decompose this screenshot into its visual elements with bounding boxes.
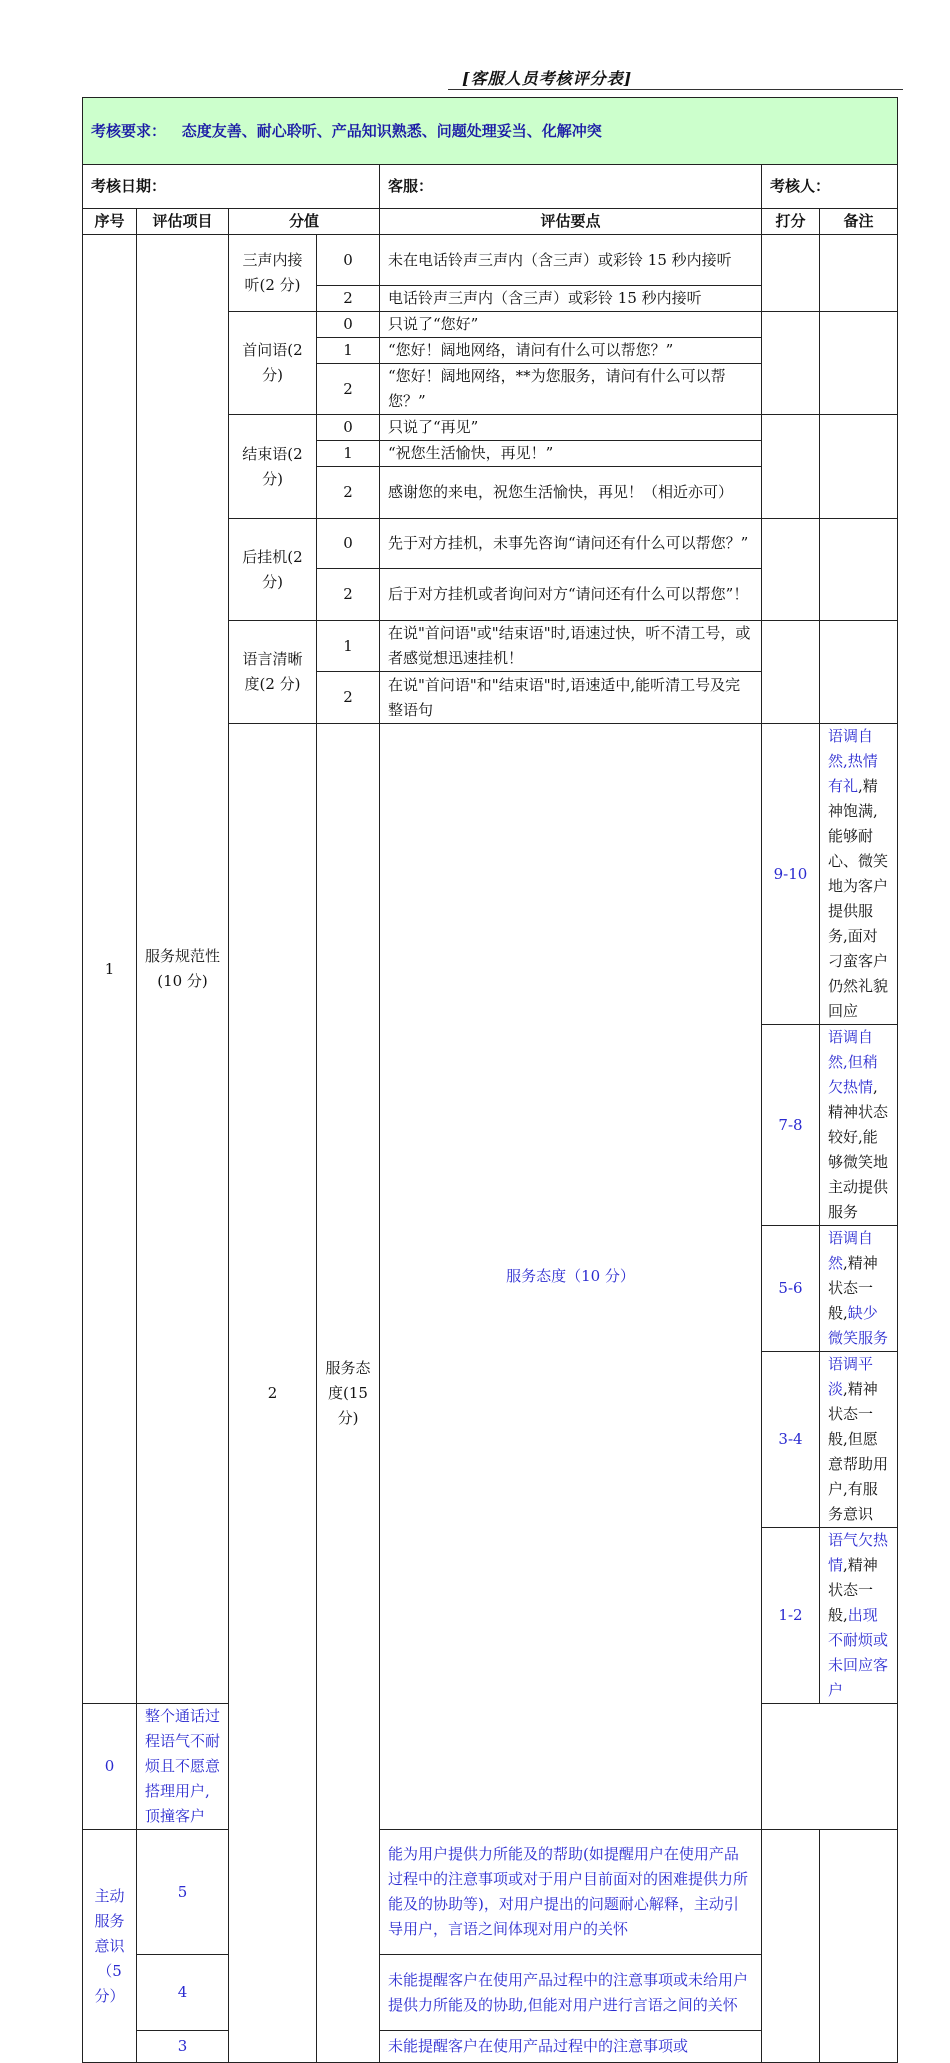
criteria-cell: “祝您生活愉快，再见！” xyxy=(380,441,762,467)
criteria-cell: 只说了“您好” xyxy=(380,312,762,338)
section-1-item: 服务规范性(10 分) xyxy=(137,235,229,1704)
criteria-text: ,精神状态一般, xyxy=(828,1254,878,1322)
criteria-cell: 未能提醒客户在使用产品过程中的注意事项或未给用户提供力所能及的协助,但能对用户进行言语之间的关怀 xyxy=(380,1955,762,2031)
score-cell: 1 xyxy=(317,441,380,467)
criteria-emphasis: 语调平淡 xyxy=(828,1355,874,1398)
requirements-cell xyxy=(83,98,898,165)
criteria-cell xyxy=(820,1528,898,1704)
criteria-emphasis: 语调自然,热情有礼 xyxy=(828,727,878,795)
criteria-cell: 先于对方挂机，未事先咨询“请问还有什么可以帮您？” xyxy=(380,519,762,569)
criteria-text: ,精神饱满,能够耐心、微笑地为客户提供服务,面对刁蛮客户仍然礼貌回应 xyxy=(828,777,889,1020)
criteria-cell: 在说"首问语"或"结束语"时,语速过快，听不清工号，或者感觉想迅速挂机！ xyxy=(380,621,762,672)
criteria-cell xyxy=(820,1226,898,1352)
score-cell: 2 xyxy=(317,364,380,415)
remark-cell[interactable] xyxy=(820,415,898,519)
col-header-rating: 打分 xyxy=(762,209,820,235)
score-cell: 0 xyxy=(83,1704,137,1830)
criteria-emphasis: 语气欠热情 xyxy=(828,1531,889,1574)
section-2-item: 服务态度(15 分) xyxy=(317,724,380,2063)
sub-item-greeting: 首问语(2 分) xyxy=(229,312,317,415)
rating-cell[interactable] xyxy=(762,621,820,724)
criteria-emphasis: 语调自然,但稍欠热情 xyxy=(828,1028,878,1096)
criteria-text: ,精神状态一般,但愿意帮助用户,有服务意识 xyxy=(828,1380,889,1523)
sub-item-proactive: 主动服务意识（5 分） xyxy=(83,1830,137,2063)
criteria-cell xyxy=(820,1025,898,1226)
table-row xyxy=(83,235,898,286)
rating-cell[interactable] xyxy=(762,415,820,519)
criteria-cell: 在说"首问语"和"结束语"时,语速适中,能听清工号及完整语句 xyxy=(380,672,762,724)
score-cell: 2 xyxy=(317,672,380,724)
score-cell: 9-10 xyxy=(762,724,820,1025)
criteria-emphasis: 缺少微笑服务 xyxy=(828,1304,889,1347)
remark-cell[interactable] xyxy=(820,519,898,621)
col-header-remark: 备注 xyxy=(820,209,898,235)
criteria-cell: “您好！阔地网络，**为您服务，请问有什么可以帮您？” xyxy=(380,364,762,415)
column-header-row xyxy=(83,209,898,235)
requirements-label: 考核要求： xyxy=(91,121,167,140)
section-1-no: 1 xyxy=(83,235,137,1704)
evaluation-table xyxy=(82,97,898,2063)
score-cell: 0 xyxy=(317,519,380,569)
rating-cell[interactable] xyxy=(762,1830,820,2063)
criteria-cell: “您好！阔地网络，请问有什么可以帮您？” xyxy=(380,338,762,364)
criteria-cell: 感谢您的来电，祝您生活愉快，再见！（相近亦可） xyxy=(380,467,762,519)
criteria-cell xyxy=(820,1352,898,1528)
col-header-no: 序号 xyxy=(83,209,137,235)
criteria-cell xyxy=(820,724,898,1025)
criteria-cell: 电话铃声三声内（含三声）或彩铃 15 秒内接听 xyxy=(380,286,762,312)
score-cell: 2 xyxy=(317,467,380,519)
remark-cell[interactable] xyxy=(820,312,898,415)
score-cell: 0 xyxy=(317,312,380,338)
score-cell: 3-4 xyxy=(762,1352,820,1528)
agent-field[interactable]: 客服： xyxy=(380,165,762,209)
score-cell: 0 xyxy=(317,235,380,286)
col-header-points: 评估要点 xyxy=(380,209,762,235)
score-cell: 2 xyxy=(317,569,380,621)
info-row xyxy=(83,165,898,209)
sub-item-attitude: 服务态度（10 分） xyxy=(380,724,762,1830)
criteria-emphasis: 出现不耐烦或未回应客户 xyxy=(828,1606,889,1699)
score-cell: 5-6 xyxy=(762,1226,820,1352)
sub-item-clarity: 语言清晰度(2 分) xyxy=(229,621,317,724)
score-cell: 0 xyxy=(317,415,380,441)
remark-cell[interactable] xyxy=(820,235,898,312)
col-header-item: 评估项目 xyxy=(137,209,229,235)
rating-cell[interactable] xyxy=(762,235,820,312)
criteria-cell: 能为用户提供力所能及的帮助(如提醒用户在使用产品过程中的注意事项或对于用户目前面对的困难提供力所能及的协助等)，对用户提出的问题耐心解释，主动引导用户，言语之间体现对用户的关怀 xyxy=(380,1830,762,1955)
date-field[interactable]: 考核日期： xyxy=(83,165,380,209)
page-title: [客服人员考核评分表] xyxy=(462,69,633,88)
examiner-field[interactable]: 考核人： xyxy=(762,165,898,209)
score-cell: 1 xyxy=(317,338,380,364)
sub-item-answer: 三声内接听(2 分) xyxy=(229,235,317,312)
criteria-cell: 整个通话过程语气不耐烦且不愿意搭理用户,顶撞客户 xyxy=(137,1704,229,1830)
criteria-text: ,精神状态一般, xyxy=(828,1556,878,1624)
rating-cell[interactable] xyxy=(762,519,820,621)
rating-cell[interactable] xyxy=(762,312,820,415)
sub-item-hangup: 后挂机(2 分) xyxy=(229,519,317,621)
criteria-text: ,精神状态较好,能够微笑地主动提供服务 xyxy=(828,1078,889,1221)
section-2-no: 2 xyxy=(229,724,317,2063)
score-cell: 3 xyxy=(137,2031,229,2063)
requirements-row xyxy=(83,98,898,165)
score-cell: 5 xyxy=(137,1830,229,1955)
sub-item-closing: 结束语(2 分) xyxy=(229,415,317,519)
score-cell: 2 xyxy=(317,286,380,312)
table-row xyxy=(83,1830,898,1955)
remark-cell[interactable] xyxy=(820,621,898,724)
score-cell: 4 xyxy=(137,1955,229,2031)
header-divider xyxy=(448,89,903,90)
criteria-cell: 未在电话铃声三声内（含三声）或彩铃 15 秒内接听 xyxy=(380,235,762,286)
remark-cell[interactable] xyxy=(820,1830,898,2063)
criteria-cell: 未能提醒客户在使用产品过程中的注意事项或 xyxy=(380,2031,762,2063)
col-header-score: 分值 xyxy=(229,209,380,235)
requirements-text: 态度友善、耐心聆听、产品知识熟悉、问题处理妥当、化解冲突 xyxy=(181,121,602,140)
criteria-emphasis: 语调自然 xyxy=(828,1229,874,1272)
score-cell: 7-8 xyxy=(762,1025,820,1226)
score-cell: 1 xyxy=(317,621,380,672)
score-cell: 1-2 xyxy=(762,1528,820,1704)
criteria-cell: 只说了“再见” xyxy=(380,415,762,441)
criteria-cell: 后于对方挂机或者询问对方“请问还有什么可以帮您”！ xyxy=(380,569,762,621)
